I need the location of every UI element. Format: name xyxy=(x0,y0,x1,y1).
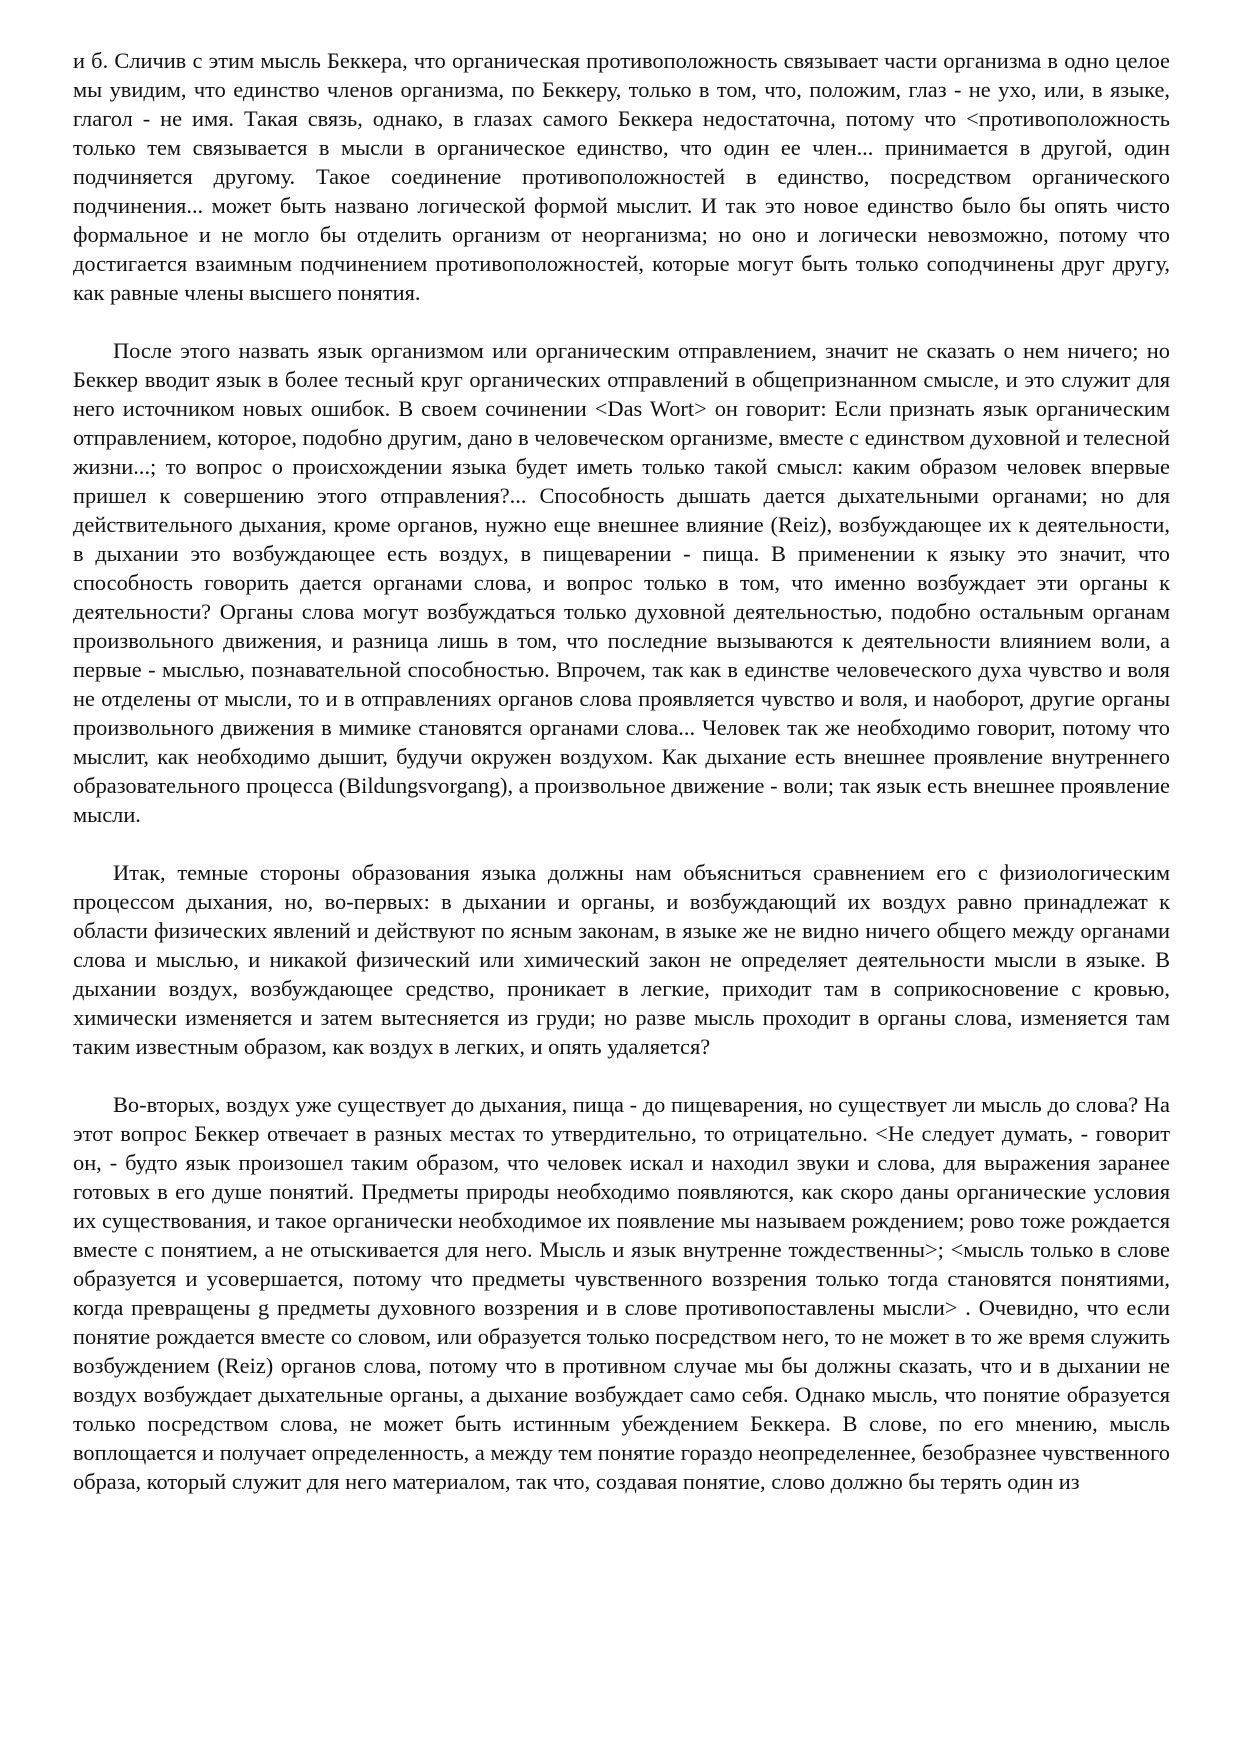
paragraph-2: После этого назвать язык организмом или органическим отправлением, значит не сказать о нем ничего; но Беккер вводит язык в более тесный круг органических отправлений в общепризнанном смысле, и это служит для него источником новых ошибок. В своем сочинении <Das Wort> он говорит: Если признать язык органическим отправлением, которое, подобно другим, дано в человеческом организме, вместе с единством духовной и телесной жизни...; то вопрос о происхождении языка будет иметь только такой смысл: каким образом человек впервые пришел к совершению этого отправления?... Способность дышать дается дыхательными органами; но для действительного дыхания, кроме органов, нужно еще внешнее влияние (Reiz), возбуждающее их к деятельности, в дыхании это возбуждающее есть воздух, в пищеварении - пища. В применении к языку это значит, что способность говорить дается органами слова, и вопрос только в том, что именно возбуждает эти органы к деятельности? Органы слова могут возбуждаться только духовной деятельностью, подобно остальным органам произвольного движения, и разница лишь в том, что последние вызываются к деятельности влиянием воли, а первые - мыслью, познавательной способностью. Впрочем, так как в единстве человеческого духа чувство и воля не отделены от мысли, то и в отправлениях органов слова проявляется чувство и воля, и наоборот, другие органы произвольного движения в мимике становятся органами слова... Человек так же необходимо говорит, потому что мыслит, как необходимо дышит, будучи окружен воздухом. Как дыхание есть внешнее проявление внутреннего образовательного процесса (Bildungsvorgang), а произвольное движение - воли; так язык есть внешнее проявление мысли. xyxy=(73,338,1170,827)
document-page xyxy=(73,46,1170,1525)
paragraph-3: Итак, темные стороны образования языка должны нам объясниться сравнением его с физиологическим процессом дыхания, но, во-первых: в дыхании и органы, и возбуждающий их воздух равно принадлежат к области физических явлений и действуют по ясным законам, в языке же не видно ничего общего между органами слова и мыслью, и никакой физический или химический закон не определяет деятельности мысли в языке. В дыхании воздух, возбуждающее средство, проникает в легкие, приходит там в соприкосновение с кровью, химически изменяется и затем вытесняется из груди; но разве мысль проходит в органы слова, изменяется там таким известным образом, как воздух в легких, и опять удаляется? xyxy=(73,860,1170,1059)
paragraph-1: и б. Сличив с этим мысль Беккера, что органическая противоположность связывает части организма в одно целое мы увидим, что единство членов организма, по Беккеру, только в том, что, положим, глаз - не ухо, или, в языке, глагол - не имя. Такая связь, однако, в глазах самого Беккера недостаточна, потому что <противоположность только тем связывается в мысли в органическое единство, что один ее член... принимается в другой, один подчиняется другому. Такое соединение противоположностей в единство, посредством органического подчинения... может быть названо логической формой мыслит. И так это новое единство было бы опять чисто формальное и не могло бы отделить организм от неорганизма; но оно и логически невозможно, потому что достигается взаимным подчинением противоположностей, которые могут быть только соподчинены друг другу, как равные члены высшего понятия. xyxy=(73,48,1170,305)
paragraph-4: Во-вторых, воздух уже существует до дыхания, пища - до пищеварения, но существует ли мысль до слова? На этот вопрос Беккер отвечает в разных местах то утвердительно, то отрицательно. <Не следует думать, - говорит он, - будто язык произошел таким образом, что человек искал и находил звуки и слова, для выражения заранее готовых в его душе понятий. Предметы природы необходимо появляются, как скоро даны органические условия их существования, и такое органически необходимое их появление мы называем рождением; рово тоже рождается вместе с понятием, а не отыскивается для него. Мысль и язык внутренне тождественны>; <мысль только в слове образуется и усовершается, потому что предметы чувственного воззрения только тогда становятся понятиями, когда превращены g предметы духовного воззрения и в слове противопоставлены мысли> . Очевидно, что если понятие рождается вместе со словом, или образуется только посредством него, то не может в то же время служить возбуждением (Reiz) органов слова, потому что в противном случае мы бы должны сказать, что и в дыхании не воздух возбуждает дыхательные органы, а дыхание возбуждает само себя. Однако мысль, что понятие образуется только посредством слова, не может быть истинным убеждением Беккера. В слове, по его мнению, мысль воплощается и получает определенность, а между тем понятие гораздо неопределеннее, безобразнее чувственного образа, который служит для него материалом, так что, создавая понятие, слово должно бы терять один из xyxy=(73,1092,1170,1494)
